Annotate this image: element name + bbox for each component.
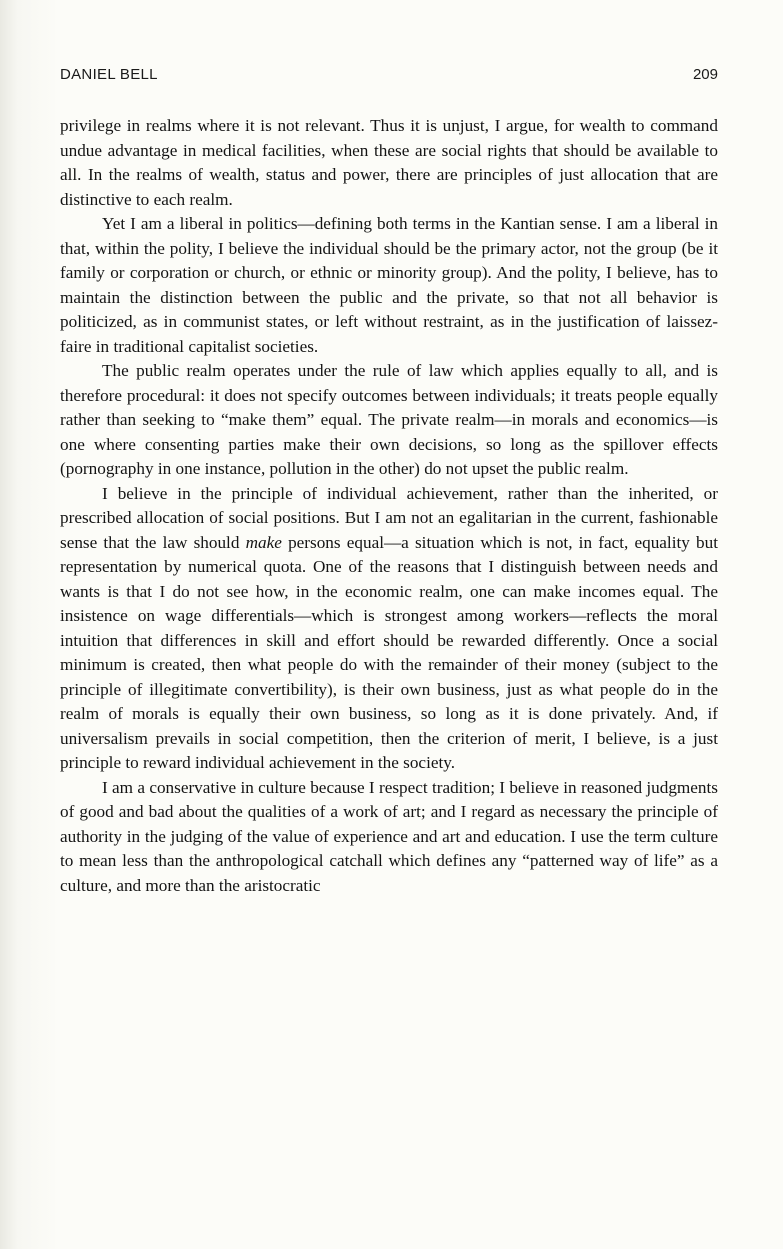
paragraph-text: I believe in the principle of individual achievement, rather than the inherited, or prescribed allocation of social positions. But I am not an egalitarian in the current, fashionable sense that the law should bbox=[60, 483, 718, 552]
running-head bbox=[60, 66, 718, 88]
paragraph: The public realm operates under the rule of law which applies equally to all, and is therefore procedural: it does not specify outcomes between individuals; it treats people equally rather than seeking to “make them” equal. The private realm—in morals and economics—is one where consenting parties make their own decisions, so long as the spillover effects (pornography in one instance, pollution in the other) do not upset the public realm. bbox=[60, 361, 718, 478]
paragraph: privilege in realms where it is not relevant. Thus it is unjust, I argue, for wealth to command undue advantage in medical facilities, when these are social rights that should be available to all. In the realms of wealth, status and power, there are principles of just allocation that are distinctive to each realm. bbox=[60, 116, 718, 209]
running-head-author: DANIEL BELL bbox=[60, 66, 158, 83]
paragraph: I am a conservative in culture because I respect tradition; I believe in reasoned judgments of good and bad about the qualities of a work of art; and I regard as necessary the principle of authority in the judging of the value of experience and art and education. I use the term culture to mean less than the anthropological catchall which defines any “patterned way of life” as a culture, and more than the aristocratic bbox=[60, 777, 718, 895]
emphasized-word: make bbox=[245, 532, 282, 552]
body-text bbox=[60, 114, 718, 898]
paragraph bbox=[60, 482, 718, 776]
paragraph: Yet I am a liberal in politics—defining both terms in the Kantian sense. I am a liberal in that, within the polity, I believe the individual should be the primary actor, not the group (be it family or corporation or church, or ethnic or minority group). And the polity, I believe, has to maintain the distinction between the public and the private, so that not all behavior is politicized, as in communist states, or left without restraint, as in the justification of laissez-faire in traditional capitalist societies. bbox=[60, 214, 718, 356]
paragraph-text: persons equal—a situation which is not, in fact, equality but representation by numerical quota. One of the reasons that I distinguish between needs and wants is that I do not see how, in the economic realm, one can make incomes equal. The insistence on wage differentials—which is strongest among workers—reflects the moral intuition that differences in skill and effort should be rewarded differently. Once a social minimum is created, then what people do with the remainder of their money (subject to the principle of illegitimate convertibility), is their own business, just as what people do in the realm of morals is equally their own business, so long as it is done privately. And, if universalism prevails in social competition, then the criterion of merit, I believe, is a just principle to reward individual achievement in the society. bbox=[60, 532, 718, 772]
page-number: 209 bbox=[692, 66, 718, 83]
